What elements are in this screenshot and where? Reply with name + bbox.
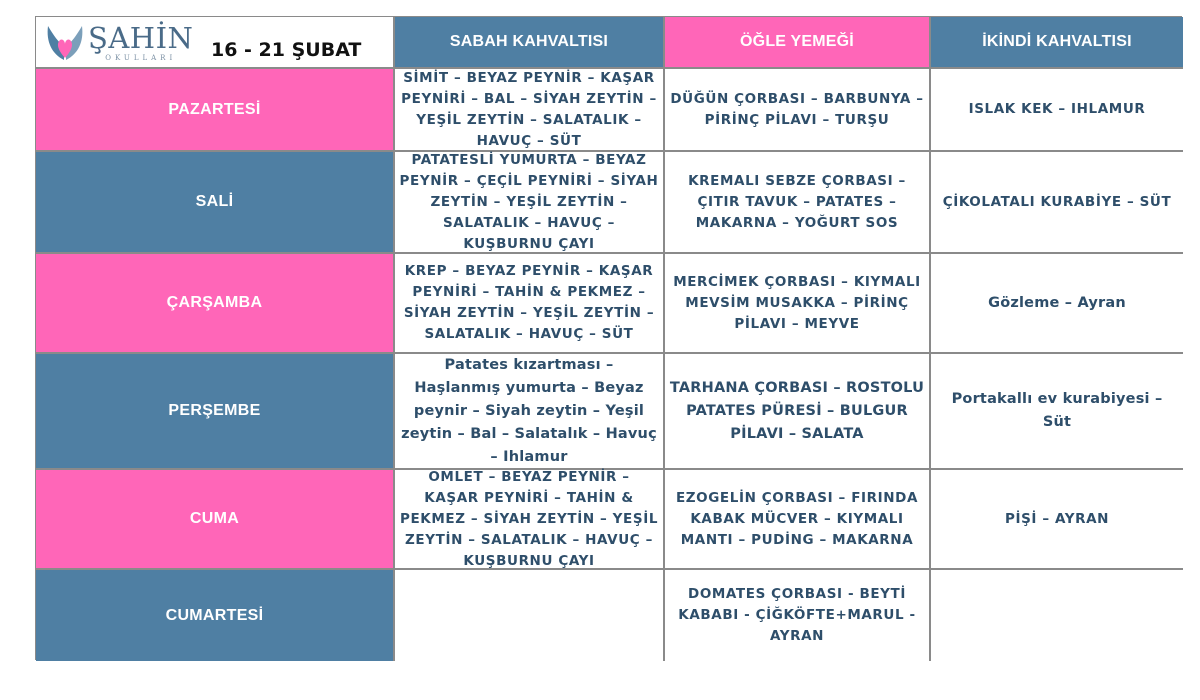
school-logo: [44, 17, 193, 67]
menu-table: [35, 16, 1182, 660]
wings-logo-icon: [44, 20, 86, 64]
lunch-cell: TARHANA ÇORBASI – ROSTOLU PATATES PÜRESİ – BULGUR PİLAVI – SALATA: [665, 354, 931, 470]
breakfast-cell: PATATESLİ YUMURTA – BEYAZ PEYNİR – ÇEÇİL PEYNİRİ – SİYAH ZEYTİN – YEŞİL ZEYTİN – SALATALIK – HAVUÇ – KUŞBURNU ÇAYI: [395, 152, 665, 254]
snack-cell: PİŞİ – AYRAN: [931, 470, 1183, 570]
lunch-cell: KREMALI SEBZE ÇORBASI – ÇITIR TAVUK – PATATES – MAKARNA – YOĞURT SOS: [665, 152, 931, 254]
lunch-cell: DÜĞÜN ÇORBASI – BARBUNYA – PİRİNÇ PİLAVI – TURŞU: [665, 69, 931, 152]
breakfast-cell: Patates kızartması – Haşlanmış yumurta – Beyaz peynir – Siyah zeytin – Yeşil zeytin – Bal – Salatalık – Havuç – Ihlamur: [395, 354, 665, 470]
day-label: CUMA: [36, 470, 395, 570]
header-lunch: ÖĞLE YEMEĞİ: [665, 17, 931, 69]
day-label: SALİ: [36, 152, 395, 254]
snack-cell: ÇİKOLATALI KURABİYE – SÜT: [931, 152, 1183, 254]
breakfast-cell: SİMİT – BEYAZ PEYNİR – KAŞAR PEYNİRİ – BAL – SİYAH ZEYTİN – YEŞİL ZEYTİN – SALATALIK – HAVUÇ – SÜT: [395, 69, 665, 152]
snack-cell: [931, 570, 1183, 661]
lunch-cell: MERCİMEK ÇORBASI – KIYMALI MEVSİM MUSAKKA – PİRİNÇ PİLAVI – MEYVE: [665, 254, 931, 354]
lunch-cell: EZOGELİN ÇORBASI – FIRINDA KABAK MÜCVER – KIYMALI MANTI – PUDİNG – MAKARNA: [665, 470, 931, 570]
logo-subtitle: OKULLARI: [105, 53, 177, 62]
snack-cell: Gözleme – Ayran: [931, 254, 1183, 354]
logo-name: ŞAHİN: [88, 20, 194, 55]
logo-cell: [36, 17, 395, 69]
day-label: PERŞEMBE: [36, 354, 395, 470]
day-label: ÇARŞAMBA: [36, 254, 395, 354]
lunch-cell: DOMATES ÇORBASI - BEYTİ KABABI - ÇİĞKÖFTE+MARUL - AYRAN: [665, 570, 931, 661]
breakfast-cell: KREP – BEYAZ PEYNİR – KAŞAR PEYNİRİ – TAHİN & PEKMEZ – SİYAH ZEYTİN – YEŞİL ZEYTİN – SALATALIK – HAVUÇ – SÜT: [395, 254, 665, 354]
day-label: CUMARTESİ: [36, 570, 395, 661]
day-label: PAZARTESİ: [36, 69, 395, 152]
date-range: 16 - 21 ŞUBAT: [211, 39, 362, 61]
snack-cell: Portakallı ev kurabiyesi – Süt: [931, 354, 1183, 470]
breakfast-cell: [395, 570, 665, 661]
header-breakfast: SABAH KAHVALTISI: [395, 17, 665, 69]
header-snack: İKİNDİ KAHVALTISI: [931, 17, 1183, 69]
snack-cell: ISLAK KEK – IHLAMUR: [931, 69, 1183, 152]
breakfast-cell: OMLET – BEYAZ PEYNİR – KAŞAR PEYNİRİ – TAHİN & PEKMEZ – SİYAH ZEYTİN – YEŞİL ZEYTİN – SALATALIK – HAVUÇ – KUŞBURNU ÇAYI: [395, 470, 665, 570]
